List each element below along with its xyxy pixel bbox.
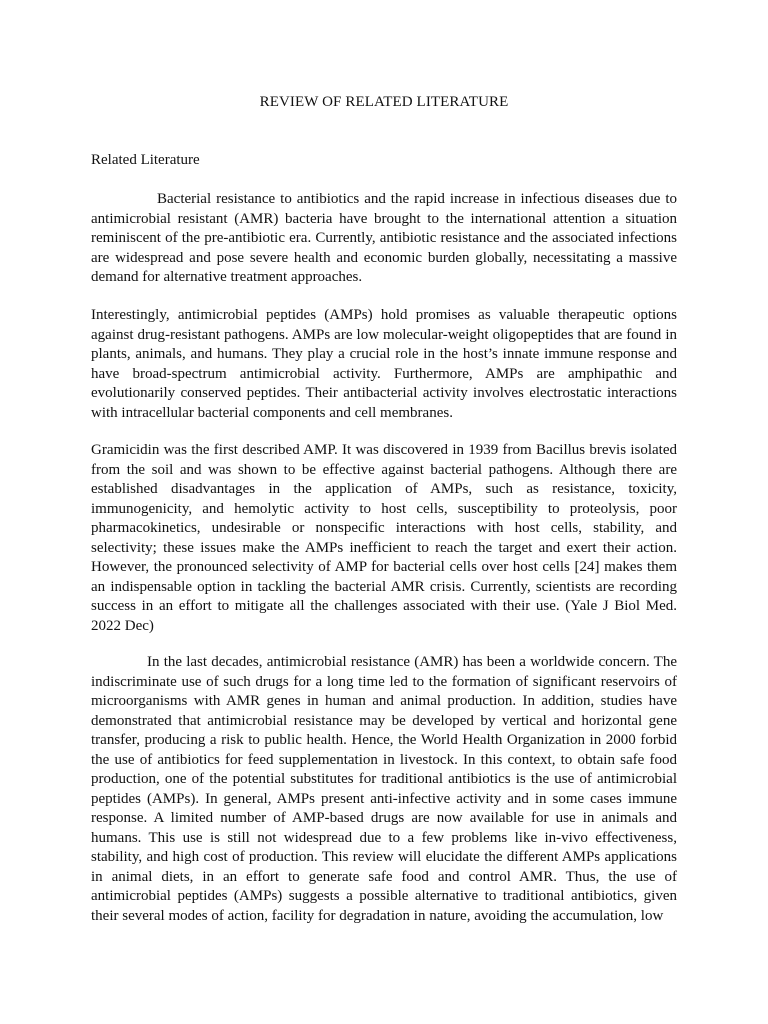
paragraph-1: Bacterial resistance to antibiotics and the rapid increase in infectious diseases due to antimicrobial resistant (AMR) bacteria have brought to the international attention a situation reminiscent of the pre-antibiotic era. Currently, antibiotic resistance and the associated infections are widespread and pose severe health and economic burden globally, necessitating a massive demand for alternative treatment approaches. <box>91 191 677 285</box>
section-heading: Related Literature <box>91 152 200 168</box>
paragraph-4: In the last decades, antimicrobial resistance (AMR) has been a worldwide concern. The indiscriminate use of such drugs for a long time led to the formation of significant reservoirs of microorganisms with AMR genes in human and animal production. In addition, studies have demonstrated that antimicrobial resistance may be developed by vertical and horizontal gene transfer, producing a risk to public health. Hence, the World Health Organization in 2000 forbid the use of antibiotics for feed supplementation in livestock. In this context, to obtain safe food production, one of the potential substitutes for traditional antibiotics is the use of antimicrobial peptides (AMPs). In general, AMPs present anti-infective activity and in some cases immune response. A limited number of AMP-based drugs are now available for use in animals and humans. This use is still not widespread due to a few problems like in-vivo effectiveness, stability, and high cost of production. This review will elucidate the different AMPs applications in animal diets, in an effort to generate safe food and control AMR. Thus, the use of antimicrobial peptides (AMPs) suggests a possible alternative to traditional antibiotics, given their several modes of action, facility for degradation in nature, avoiding the accumulation, low <box>91 654 677 924</box>
paragraph-3: Gramicidin was the first described AMP. It was discovered in 1939 from Bacillus brevis isolated from the soil and was shown to be effective against bacterial pathogens. Although there are established disadvantages in the application of AMPs, such as resistance, toxicity, immunogenicity, and hemolytic activity to host cells, susceptibility to proteolysis, poor pharmacokinetics, undesirable or nonspecific interactions with host cells, stability, and selectivity; these issues make the AMPs inefficient to reach the target and exert their action. However, the pronounced selectivity of AMP for bacterial cells over host cells [24] makes them an indispensable option in tackling the bacterial AMR crisis. Currently, scientists are recording success in an effort to mitigate all the challenges associated with their use. (Yale J Biol Med. 2022 Dec) <box>91 442 677 634</box>
paragraph-2: Interestingly, antimicrobial peptides (AMPs) hold promises as valuable therapeutic options against drug-resistant pathogens. AMPs are low molecular-weight oligopeptides that are found in plants, animals, and humans. They play a crucial role in the host’s innate immune response and have broad-spectrum antimicrobial activity. Furthermore, AMPs are amphipathic and evolutionarily conserved peptides. Their antibacterial activity involves electrostatic interactions with intracellular bacterial components and cell membranes. <box>91 307 677 421</box>
page-title: REVIEW OF RELATED LITERATURE <box>259 94 509 110</box>
